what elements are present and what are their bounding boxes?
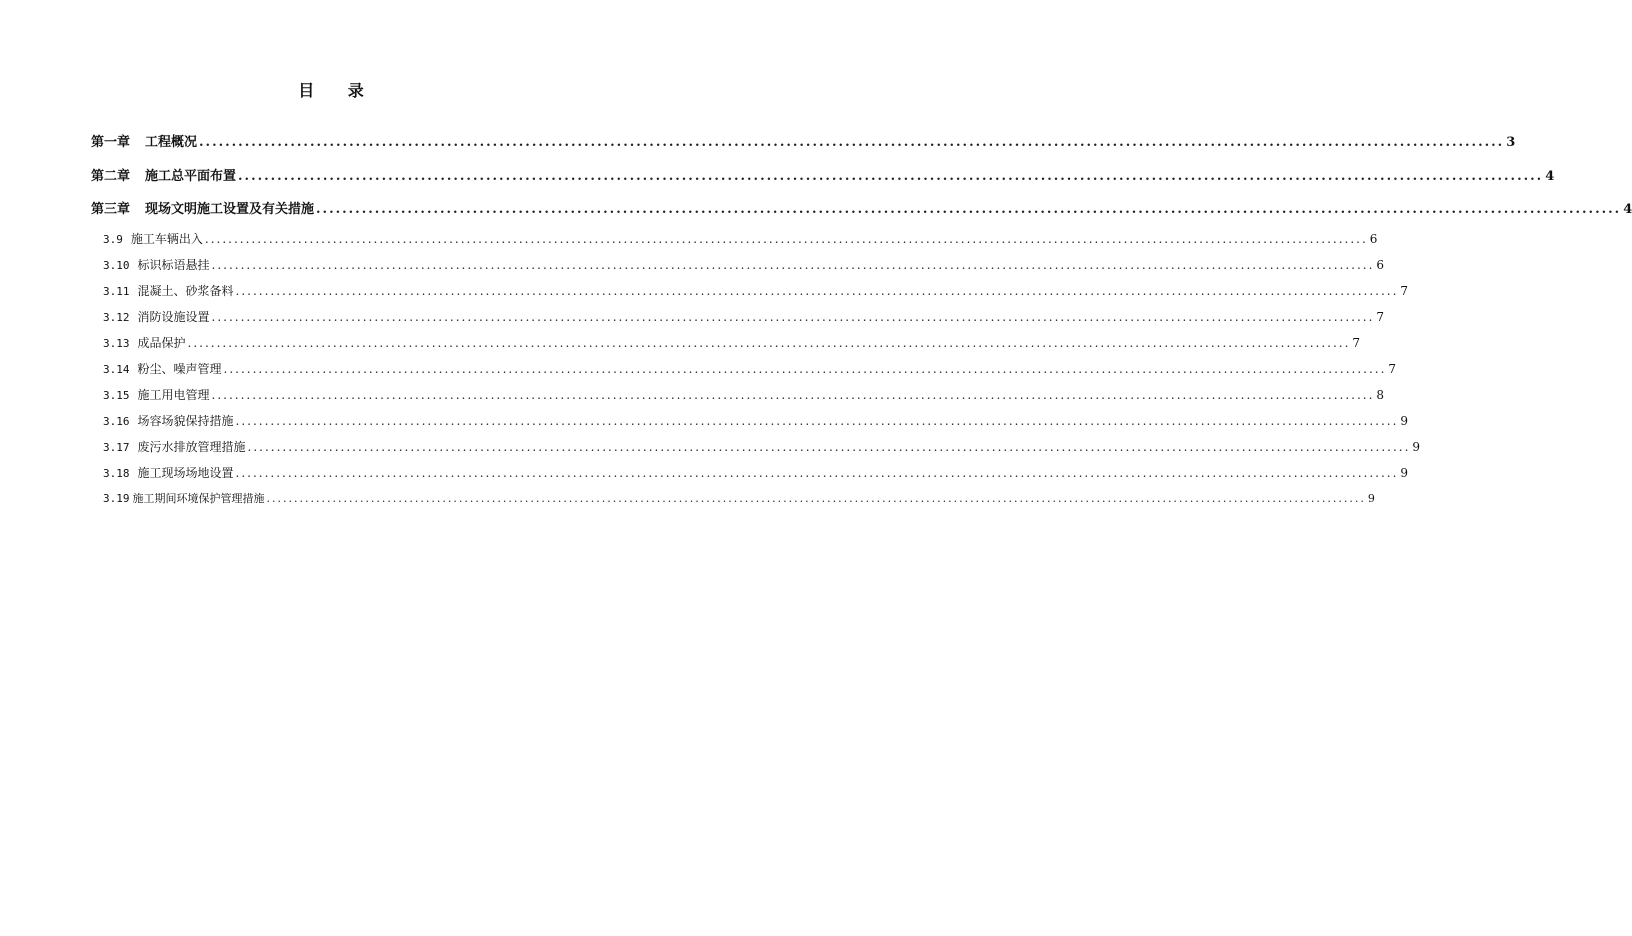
- toc-entry-label: [103, 282, 234, 299]
- toc-entry-label: [103, 438, 246, 455]
- dot-leader: ........................................................................................................................................................................................................: [211, 258, 1375, 272]
- section-title: 废污水排放管理措施: [137, 440, 246, 454]
- dot-leader: ........................................................................................................................................................................................................: [199, 135, 1505, 150]
- chapter-title: 现场文明施工设置及有关措施: [145, 202, 315, 217]
- toc-section-3-9[interactable]: [103, 230, 1378, 247]
- page-number: 8: [1376, 388, 1385, 402]
- toc-entry-label: [103, 230, 203, 247]
- section-title: 粉尘、噪声管理: [137, 362, 222, 376]
- page-number: 3: [1506, 135, 1516, 150]
- page-number: 7: [1388, 362, 1397, 376]
- toc-entry-label: [103, 360, 222, 377]
- toc-chapter-1[interactable]: [91, 131, 1516, 150]
- page-number: 9: [1400, 414, 1409, 428]
- section-number: 3.18: [103, 467, 130, 480]
- section-number: 3.10: [103, 259, 130, 272]
- dot-leader: ........................................................................................................................................................................................................: [187, 336, 1351, 350]
- chapter-number: 第一章: [91, 135, 131, 150]
- section-number: 3.9: [103, 233, 123, 246]
- toc-entry-label: [103, 256, 210, 273]
- toc-section-3-13[interactable]: [103, 334, 1361, 351]
- toc-section-3-12[interactable]: [103, 308, 1385, 325]
- toc-entry-label: [103, 334, 186, 351]
- section-number: 3.15: [103, 389, 130, 402]
- dot-leader: ........................................................................................................................................................................................................: [235, 414, 1399, 428]
- page-number: 4: [1545, 169, 1555, 184]
- page-number: 9: [1412, 440, 1421, 454]
- toc-title: 目 录: [298, 81, 378, 100]
- section-number: 3.16: [103, 415, 130, 428]
- page-number: 7: [1352, 336, 1361, 350]
- page-number: 7: [1376, 310, 1385, 324]
- section-title: 消防设施设置: [137, 310, 210, 324]
- dot-leader: ........................................................................................................................................................................................................: [204, 232, 1368, 246]
- section-title: 标识标语悬挂: [137, 258, 210, 272]
- toc-chapter-2[interactable]: [91, 165, 1555, 184]
- toc-entry-label: [91, 198, 314, 217]
- dot-leader: ........................................................................................................................................................................................................: [266, 492, 1366, 505]
- chapter-number: 第二章: [91, 169, 131, 184]
- toc-entry-label: [103, 464, 234, 481]
- section-number: 3.14: [103, 363, 130, 376]
- toc-section-3-19[interactable]: [103, 490, 1375, 506]
- toc-entry-label: [103, 308, 210, 325]
- toc-entry-label: [91, 131, 197, 150]
- toc-section-3-10[interactable]: [103, 256, 1385, 273]
- section-number: 3.13: [103, 337, 130, 350]
- dot-leader: ........................................................................................................................................................................................................: [247, 440, 1411, 454]
- section-title: 施工车辆出入: [130, 232, 203, 246]
- page-number: 9: [1367, 492, 1375, 505]
- toc-section-3-18[interactable]: [103, 464, 1409, 481]
- section-number: 3.17: [103, 441, 130, 454]
- dot-leader: ........................................................................................................................................................................................................: [211, 388, 1375, 402]
- toc-entry-label: [91, 165, 236, 184]
- section-title: 场容场貌保持措施: [137, 414, 234, 428]
- page-number: 6: [1376, 258, 1385, 272]
- page-number: 7: [1400, 284, 1409, 298]
- dot-leader: ........................................................................................................................................................................................................: [238, 169, 1544, 184]
- section-title: 施工现场场地设置: [137, 466, 234, 480]
- chapter-number: 第三章: [91, 202, 131, 217]
- dot-leader: ........................................................................................................................................................................................................: [223, 362, 1387, 376]
- toc-section-3-11[interactable]: [103, 282, 1409, 299]
- chapter-title: 施工总平面布置: [145, 169, 237, 184]
- dot-leader: ........................................................................................................................................................................................................: [316, 202, 1622, 217]
- page-number: 9: [1400, 466, 1409, 480]
- section-title: 混凝土、砂浆备料: [137, 284, 234, 298]
- chapter-title: 工程概况: [145, 135, 198, 150]
- page-number: 4: [1623, 202, 1632, 217]
- page-number: 6: [1369, 232, 1378, 246]
- toc-entry-label: [103, 386, 210, 403]
- dot-leader: ........................................................................................................................................................................................................: [211, 310, 1375, 324]
- toc-section-3-17[interactable]: [103, 438, 1421, 455]
- section-title: 成品保护: [137, 336, 186, 350]
- section-title: 施工用电管理: [137, 388, 210, 402]
- dot-leader: ........................................................................................................................................................................................................: [235, 466, 1399, 480]
- toc-section-3-16[interactable]: [103, 412, 1409, 429]
- toc-section-3-14[interactable]: [103, 360, 1397, 377]
- section-title: 施工期间环境保护管理措施: [132, 492, 265, 505]
- toc-entry-label: [103, 490, 265, 506]
- section-number: 3.12: [103, 311, 130, 324]
- section-number: 3.11: [103, 285, 130, 298]
- section-number: 3.19: [103, 492, 130, 505]
- dot-leader: ........................................................................................................................................................................................................: [235, 284, 1399, 298]
- toc-entry-label: [103, 412, 234, 429]
- toc-chapter-3[interactable]: [91, 198, 1632, 217]
- toc-section-3-15[interactable]: [103, 386, 1385, 403]
